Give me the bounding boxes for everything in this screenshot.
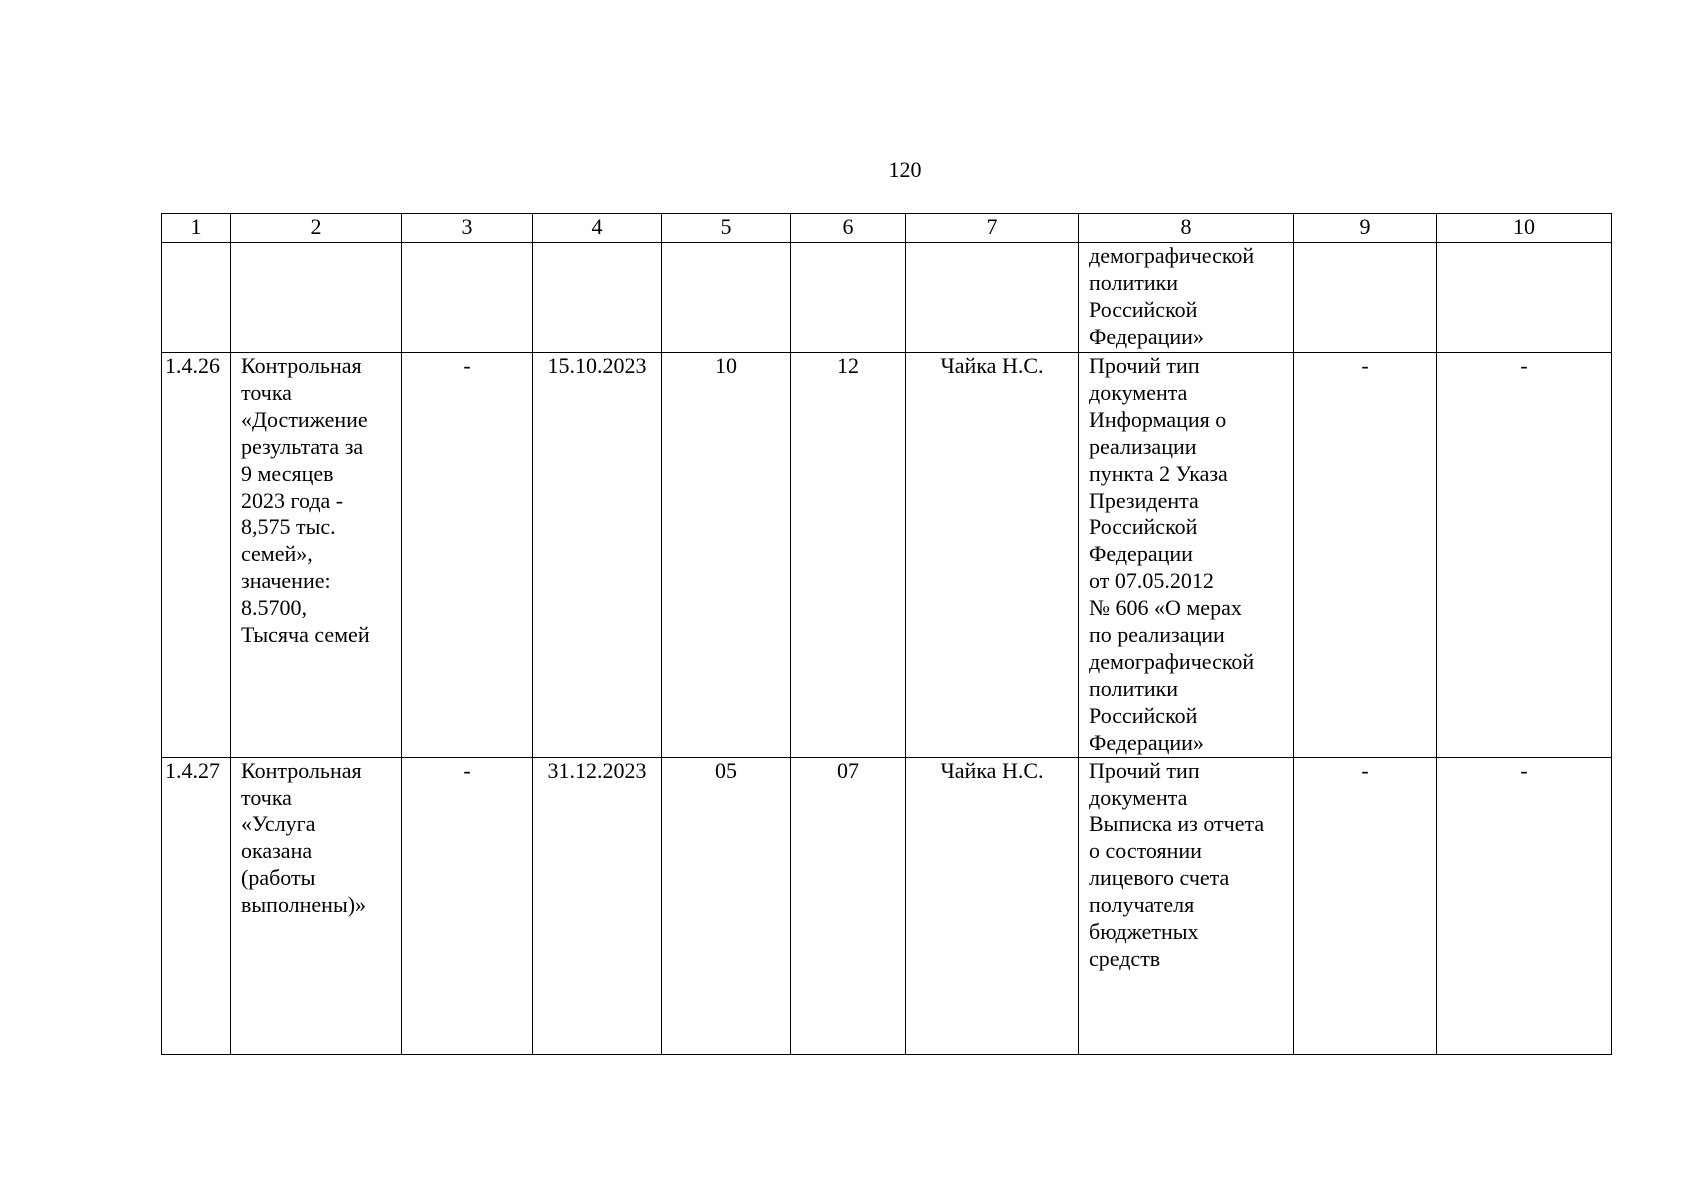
text-line: значение: [241,568,331,594]
table-row [162,757,1612,1054]
text-line: Контрольная [241,353,362,378]
text-line: Федерации [1089,541,1193,567]
text-line: «Услуга [241,811,316,837]
responsible-cell: Чайка Н.С. [906,757,1079,1054]
cell-col3: - [402,757,533,1054]
text-line: Тысяча семей [241,622,370,648]
text-line: (работы [241,865,316,891]
cell-col3: - [402,353,533,758]
text-line: документа [1089,784,1188,810]
text-line: оказана [241,838,313,864]
text-line: от 07.05.2012 [1089,568,1214,594]
document-cell [1079,243,1294,353]
row-number: 1.4.26 [162,353,231,758]
cell-col6: 07 [791,757,906,1054]
text-line: Контрольная [241,757,362,783]
text-line: Прочий тип [1089,353,1200,378]
column-header: 9 [1294,214,1437,243]
text-line: результата за [241,433,364,459]
table-header-row [162,214,1612,243]
cell-col5: 10 [662,353,791,758]
text-line: 8,575 тыс. [241,514,336,540]
text-line: Российской [1089,702,1198,728]
cell-col6: 12 [791,353,906,758]
text-line: по реализации [1089,622,1225,648]
text-line: средств [1089,945,1161,971]
text-line: Федерации» [1089,729,1204,755]
text-line: Информация о [1089,406,1227,432]
document-cell [1079,353,1294,758]
text-line: выполнены)» [241,892,367,918]
text-line: демографической [1089,648,1255,674]
date-cell: 31.12.2023 [533,757,662,1054]
column-header: 3 [402,214,533,243]
column-header: 10 [1437,214,1612,243]
text-line: Российской [1089,514,1198,540]
responsible-cell: Чайка Н.С. [906,353,1079,758]
cell-col10: - [1437,353,1612,758]
text-line: о состоянии [1089,838,1202,864]
column-header: 4 [533,214,662,243]
text-line: 9 месяцев [241,460,334,486]
text-line: получателя [1089,892,1195,918]
document-cell [1079,757,1294,1054]
cell-col9: - [1294,353,1437,758]
text-line: 2023 года - [241,487,344,513]
row-number: 1.4.27 [162,757,231,1054]
text-line: политики [1089,269,1179,295]
text-line: Прочий тип [1089,757,1200,783]
cell-col5: 05 [662,757,791,1054]
text-line: пункта 2 Указа [1089,460,1228,486]
text-line: демографической [1089,243,1255,268]
date-cell: 15.10.2023 [533,353,662,758]
column-header: 1 [162,214,231,243]
column-header: 5 [662,214,791,243]
text-line: «Достижение [241,406,368,432]
text-line: Федерации» [1089,323,1204,349]
text-line: документа [1089,379,1188,405]
text-line: точка [241,784,292,810]
cell-col9: - [1294,757,1437,1054]
column-header: 7 [906,214,1079,243]
text-line: Выписка из отчета [1089,811,1265,837]
table-row [162,353,1612,758]
continuation-row [162,243,1612,353]
text-line: Президента [1089,487,1199,513]
column-header: 2 [231,214,402,243]
milestone-name [231,757,402,1054]
text-line: бюджетных [1089,919,1199,945]
column-header: 8 [1079,214,1294,243]
page-number: 120 [888,157,922,182]
text-line: точка [241,379,292,405]
text-line: № 606 «О мерах [1089,595,1242,621]
text-line: семей», [241,541,313,567]
text-line: Российской [1089,296,1198,322]
column-header: 6 [791,214,906,243]
text-line: политики [1089,675,1179,701]
text-line: реализации [1089,433,1197,459]
text-line: лицевого счета [1089,865,1230,891]
cell-col10: - [1437,757,1612,1054]
plan-table [161,213,1612,1055]
milestone-name [231,353,402,758]
text-line: 8.5700, [241,595,307,621]
